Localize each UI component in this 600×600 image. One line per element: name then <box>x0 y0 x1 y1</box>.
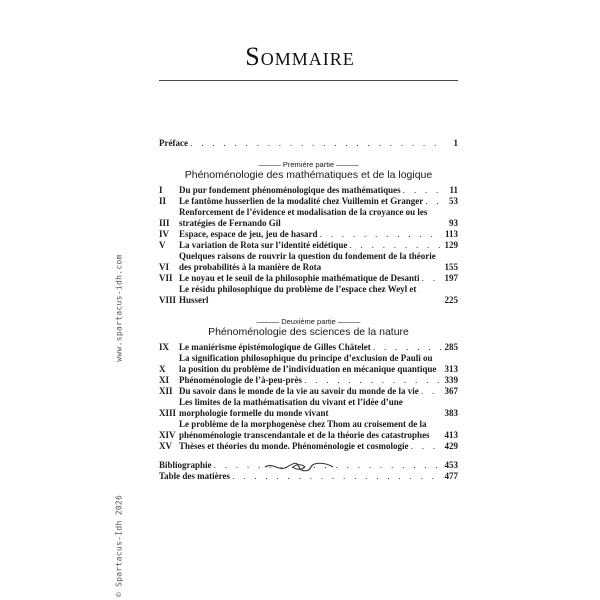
page-number: 285 <box>444 342 458 352</box>
page-number: 197 <box>444 273 458 283</box>
chapter-title: Du pur fondement phénoménologique des mathématiques <box>179 185 401 195</box>
chapter-number: IV <box>159 229 170 239</box>
entry-title: Bibliographie <box>159 460 212 470</box>
page-number: 225 <box>444 295 458 305</box>
page-number: 313 <box>444 364 458 374</box>
toc-entry[interactable] <box>159 196 458 207</box>
chapter-title: Renforcement de l’évidence et modalisation de la croyance ou les stratégies de Fernando Gil <box>179 207 428 228</box>
page-title: Sommaire <box>245 42 355 71</box>
chapter-number: V <box>159 240 166 250</box>
table-of-contents <box>159 138 458 482</box>
chapter-number: IX <box>159 342 170 352</box>
chapter-number: XII <box>159 386 173 396</box>
chapter-number: I <box>159 185 163 195</box>
dot-leader <box>403 185 442 196</box>
page-number: 155 <box>444 262 458 272</box>
chapter-title: Le maniérisme épistémologique de Gilles Châtelet <box>179 342 371 352</box>
toc-entry-preface[interactable] <box>159 138 458 149</box>
part-title: Phénoménologie des sciences de la nature <box>208 326 409 338</box>
website-credit: www.spartacus-idh.com <box>114 254 124 362</box>
chapter-number: XI <box>159 375 170 385</box>
chapter-title: Les limites de la mathématisation du vivant et l’idée d’une morphologie formelle du monde vivant <box>179 397 403 418</box>
toc-entry[interactable] <box>159 185 458 196</box>
page-number: 11 <box>449 185 458 195</box>
chapter-number: X <box>159 364 166 374</box>
page-number: 93 <box>449 218 458 228</box>
dot-leader <box>190 138 442 149</box>
chapter-list-part1 <box>159 185 458 306</box>
toc-entry[interactable] <box>159 353 458 375</box>
chapter-number: VII <box>159 273 173 283</box>
toc-entry[interactable] <box>159 397 458 419</box>
toc-entry[interactable] <box>159 240 458 251</box>
chapter-list-part2 <box>159 342 458 452</box>
chapter-title: La signification philosophique du principe d’exclusion de Pauli ou la position du problème de l’individuation en mécanique quantique <box>179 353 437 374</box>
copyright-credit: © Spartacus-Idh 2026 <box>114 494 124 597</box>
chapter-number: VI <box>159 262 170 272</box>
chapter-title: La variation de Rota sur l’identité eidétique <box>179 240 348 250</box>
part-title: Phénoménologie des mathématiques et de la logique <box>184 169 433 181</box>
toc-entry[interactable] <box>159 386 458 397</box>
chapter-title: Espace, espace de jeu, jeu de hasard <box>179 229 318 239</box>
chapter-number: VIII <box>159 295 177 305</box>
page-number: 53 <box>449 196 458 206</box>
page-number: 367 <box>444 386 458 396</box>
dot-leader <box>421 386 442 397</box>
toc-entry[interactable] <box>159 284 458 306</box>
toc-entry[interactable] <box>159 441 458 452</box>
chapter-number: XV <box>159 441 172 451</box>
toc-entry[interactable] <box>159 342 458 353</box>
title-rule <box>159 80 458 81</box>
toc-entry[interactable] <box>159 229 458 240</box>
part-label: ——— Deuxième partie ——— <box>256 317 361 326</box>
page-number: 413 <box>444 430 458 440</box>
flourish-ornament-icon <box>263 460 335 474</box>
dot-leader <box>320 229 443 240</box>
page-number: 383 <box>444 408 458 418</box>
chapter-title: Le fantôme husserlien de la modalité chez Vuillemin et Granger <box>179 196 424 206</box>
chapter-title: Thèses et théories du monde. Phénoménologie et cosmologie <box>179 441 409 451</box>
dot-leader <box>373 342 442 353</box>
toc-entry[interactable] <box>159 375 458 386</box>
toc-entry[interactable] <box>159 419 458 441</box>
sidebar-credits <box>112 185 126 595</box>
dot-leader <box>425 196 442 207</box>
dot-leader <box>410 441 442 452</box>
chapter-title: Le noyau et le seuil de la philosophie mathématique de Desanti <box>179 273 420 283</box>
toc-entry[interactable] <box>159 207 458 229</box>
dot-leader <box>422 273 442 284</box>
page-number: 129 <box>444 240 458 250</box>
chapter-title: Du savoir dans le monde de la vie au savoir du monde de la vie <box>179 386 419 396</box>
chapter-title: Quelques raisons de rouvrir la question du fondement de la théorie des probabilités à la manière de Rota <box>179 251 436 272</box>
toc-entry[interactable] <box>159 251 458 273</box>
chapter-number: XIII <box>159 408 177 418</box>
chapter-number: XIV <box>159 430 176 440</box>
dot-leader <box>349 240 442 251</box>
entry-title: Préface <box>159 138 188 148</box>
chapter-number: III <box>159 218 170 228</box>
page-number: 339 <box>444 375 458 385</box>
page-number: 477 <box>444 471 458 481</box>
chapter-number: II <box>159 196 167 206</box>
part-label: ——— Première partie ——— <box>258 160 359 169</box>
chapter-title: Phénoménologie de l’à-peu-près <box>179 375 302 385</box>
entry-title: Table des matières <box>159 471 230 481</box>
dot-leader <box>304 375 442 386</box>
toc-entry[interactable] <box>159 273 458 284</box>
page-number: 1 <box>453 138 458 148</box>
chapter-title: Le problème de la morphogenèse chez Thom au croisement de la phénoménologie transcendantale et de la théorie des catastrophes <box>179 419 430 440</box>
page-number: 453 <box>444 460 458 470</box>
chapter-title: Le résidu philosophique du problème de l’espace chez Weyl et Husserl <box>179 284 417 305</box>
page-number: 429 <box>444 441 458 451</box>
page-number: 113 <box>444 229 458 239</box>
